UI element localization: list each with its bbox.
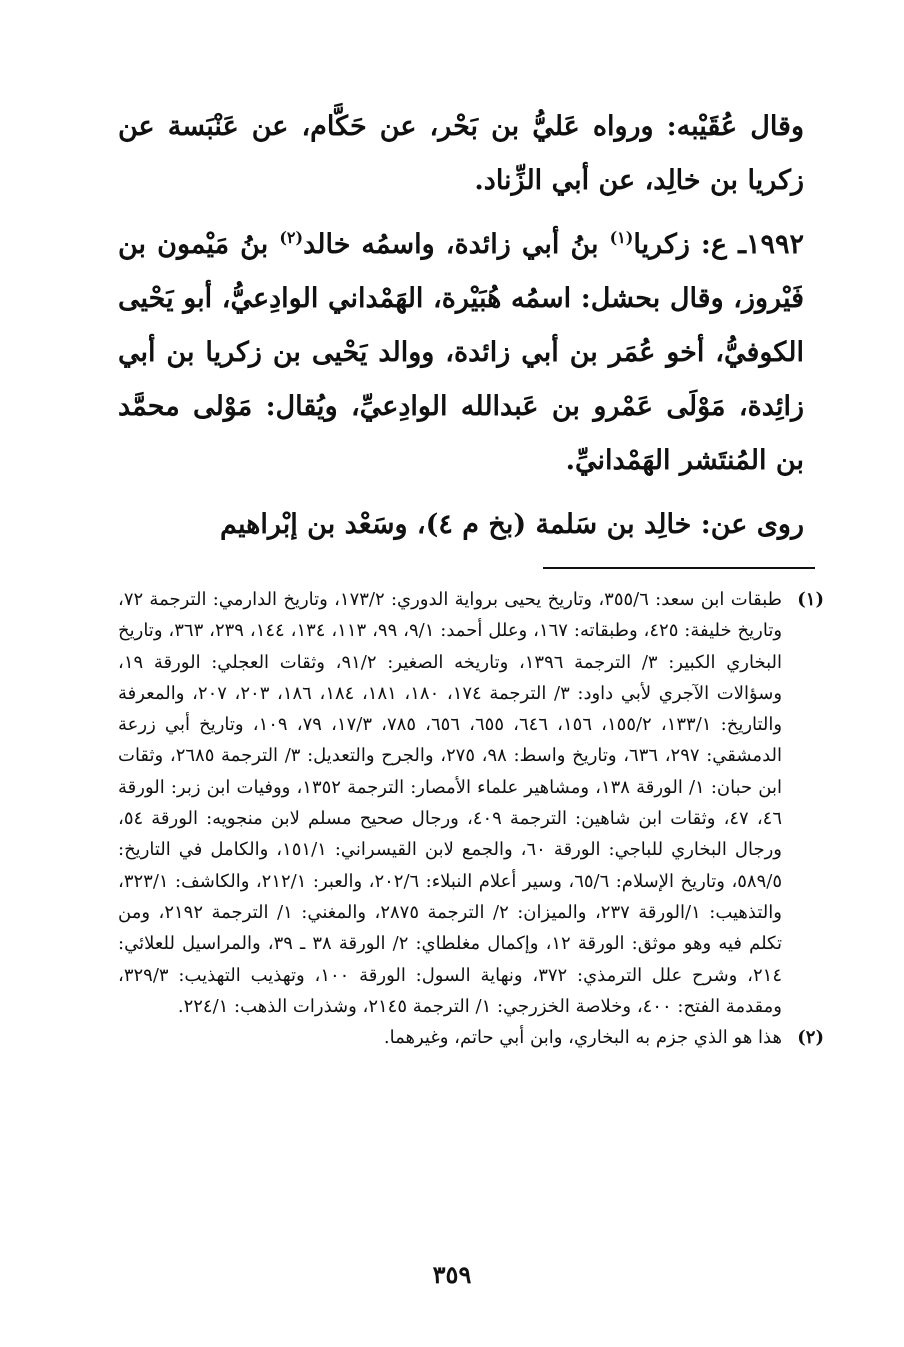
entry-text-middle: بنُ أبي زائدة، واسمُه خالد [303,229,610,260]
footnote-ref-1: (١) [609,228,634,247]
footnote-2 [118,1022,824,1053]
footnote-number: (١) [797,589,824,610]
entry-number: ١٩٩٢ [745,229,804,260]
narrators-paragraph: روى عن: خالِد بن سَلمة (بخ م ٤)، وسَعْد بن إبْراهيم [219,509,804,540]
footnote-ref-2: (٢) [279,228,304,247]
footnote-1 [118,584,824,1022]
footnote-separator [543,567,815,569]
entry-text-start: ـ ع: زكريا [633,229,746,260]
entry-text-end: بنُ مَيْمون بن فَيْروز، وقال بحشل: اسمُه هُبَيْرة، الهَمْداني الوادِعيُّ، أبو يَحْيى الكوفيُّ، أخو عُمَر بن أبي زائدة، ووالد يَحْيى بن زكريا بن أبي زائِدة، مَوْلَى عَمْرو بن عَبدالله الوادِعيِّ، ويُقال: مَوْلى محمَّد بن المُنتَشر الهَمْدانيِّ. [118,229,804,476]
main-text [118,100,804,552]
page-number: ٣٥٩ [432,1260,472,1289]
footnote-text: هذا هو الذي جزم به البخاري، وابن أبي حاتم، وغيرهما. [383,1027,782,1049]
opening-paragraph: وقال عُقَيْبه: ورواه عَليُّ بن بَحْر، عن حَكَّام، عن عَنْبَسة عن زكريا بن خالِد، عن أبي الزِّناد. [118,111,804,196]
footnotes [118,584,824,1053]
entry-paragraph [118,218,804,488]
footnote-text: طبقات ابن سعد: ٣٥٥/٦، وتاريخ يحيى برواية الدوري: ١٧٣/٢، وتاريخ الدارمي: الترجمة ٧٢، وتاريخ خليفة: ٤٢٥، وطبقاته: ١٦٧، وعلل أحمد: ٩/١، ٩٩، ١١٣، ١٣٤، ١٤٤، ٢٣٩، ٣٦٣، وتاريخ البخاري الكبير: ٣/ الترجمة ١٣٩٦، وتاريخه الصغير: ٩١/٢، وثقات العجلي: الورقة ١٩، وسؤالات الآجري لأبي داود: ٣/ الترجمة ١٧٤، ١٨٠، ١٨١، ١٨٤، ١٨٦، ٢٠٣، ٢٠٧، والمعرفة والتاريخ: ١٣٣/١، ١٥٥/٢، ١٥٦، ٦٤٦، ٦٥٥، ٦٥٦، ٧٨٥، ١٧/٣، ٧٩، ١٠٩، وتاريخ أبي زرعة الدمشقي: ٢٩٧، ٦٣٦، وتاريخ واسط: ٩٨، ٢٧٥، والجرح والتعديل: ٣/ الترجمة ٢٦٨٥، وثقات ابن حبان: ١/ الورقة ١٣٨، ومشاهير علماء الأمصار: الترجمة ١٣٥٢، ووفيات ابن زبر: الورقة ٤٦، ٤٧، وثقات ابن شاهين: الترجمة ٤٠٩، ورجال صحيح مسلم لابن منجويه: الورقة ٥٤، ورجال البخاري للباجي: الورقة ٦٠، والجمع لابن القيسراني: ١٥١/١، والكامل في التاريخ: ٥٨٩/٥، وتاريخ الإسلام: ٦٥/٦، وسير أعلام النبلاء: ٢٠٢/٦، والعبر: ٢١٢/١، والكاشف: ٣٢٣/١، والتذهيب: ١/الورقة ٢٣٧، والميزان: ٢/ الترجمة ٢٨٧٥، والمغني: ١/ الترجمة ٢١٩٢، ومن تكلم فيه وهو موثق: الورقة ١٢، وإكمال مغلطاي: ٢/ الورقة ٣٨ ـ ٣٩، والمراسيل للعلائي: ٢١٤، وشرح علل الترمذي: ٣٧٢، ونهاية السول: الورقة ١٠٠، وتهذيب التهذيب: ٣٢٩/٣، ومقدمة الفتح: ٤٠٠، وخلاصة الخزرجي: ١/ الترجمة ٢١٤٥، وشذرات الذهب: ٢٢٤/١. [118,589,783,1017]
footnote-number: (٢) [797,1027,824,1049]
